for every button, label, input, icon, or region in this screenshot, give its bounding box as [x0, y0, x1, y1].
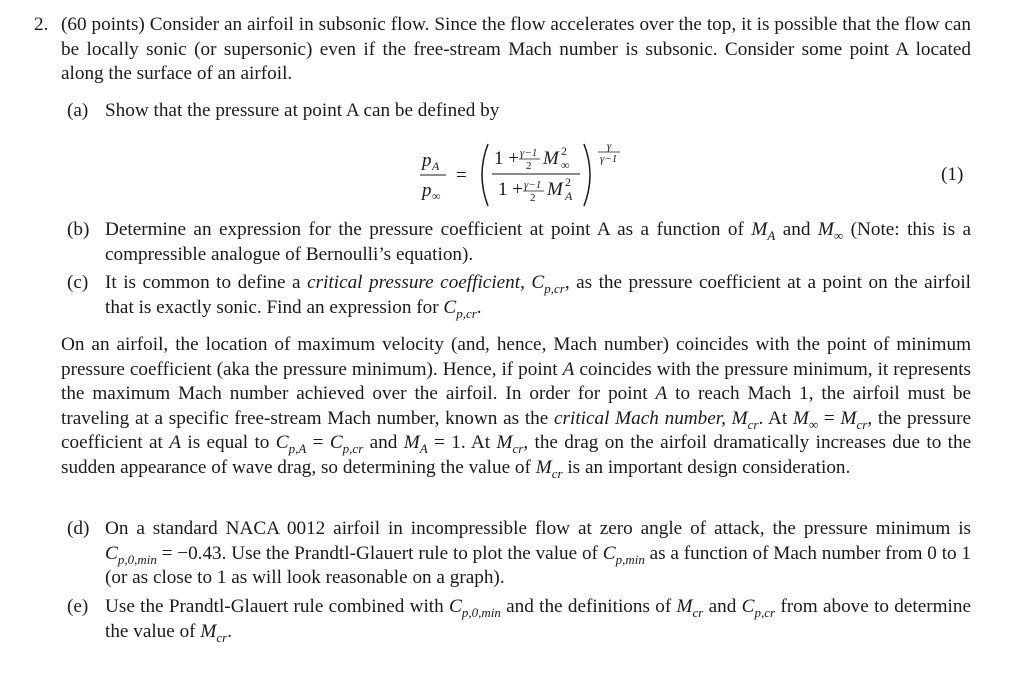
part-b-label: (b) — [67, 219, 90, 240]
para-Cpcr: C — [329, 432, 343, 453]
part-e-Cpcr-sub: p,cr — [754, 604, 776, 620]
para-Mcr3: M — [496, 432, 513, 453]
part-b-Minf-sub: ∞ — [833, 227, 844, 243]
para-Mcr4-sub: cr — [551, 465, 563, 481]
problem-intro — [61, 13, 971, 87]
para-Mcr1: M — [731, 407, 748, 429]
part-e-t1: Use the Prandtl-Glauert rule combined with — [105, 596, 444, 617]
part-e-Cp: C — [449, 596, 462, 617]
para-italic: critical Mach number, — [554, 407, 726, 429]
para-CpA: C — [275, 432, 289, 453]
left-paren — [482, 144, 488, 206]
para-eq2: = 1. At — [434, 432, 491, 453]
para-t1: On an airfoil, the location of maximum velocity (and, hence, Mach number) coincides with the point of minimum pressure coefficient (aka the pressure minimum). Hence, if point — [61, 334, 971, 380]
part-d-t3: as a function of Mach number from 0 to 1 (or as close to 1 as will look reasonable on a graph). — [105, 542, 972, 588]
para-Mcr2: M — [840, 407, 857, 429]
para-t2: coincides with the pressure minimum, it represents the maximum Mach number achieved over the airfoil. In order for point — [61, 358, 971, 404]
equals-sign: = — [456, 165, 467, 186]
part-c-italic: critical pressure coefficient, — [307, 272, 525, 293]
equation-number: (1) — [941, 164, 964, 185]
part-b-MA: M — [751, 219, 768, 240]
part-e-label: (e) — [67, 596, 89, 617]
part-d — [61, 517, 971, 591]
para-Minf-sub: ∞ — [808, 416, 819, 432]
explanation-paragraph — [61, 333, 971, 480]
num-M: M — [543, 148, 559, 169]
para-Mcr3-sub: cr — [512, 440, 524, 456]
para-t7: and — [369, 432, 398, 453]
part-d-value: = −0.43. — [161, 542, 227, 564]
para-A2: A — [655, 383, 668, 404]
part-b-line1: Determine an expression for the pressure coefficient at point A as a function of — [105, 219, 744, 240]
part-b-MA-sub: A — [767, 227, 776, 243]
part-e-t2: and the definitions of — [506, 596, 672, 617]
part-d-Cpmin-sub: p,min — [615, 551, 645, 567]
part-c-Cp2-sub: p,cr — [456, 305, 477, 321]
num-M-sub: ∞ — [561, 158, 570, 172]
part-c-t1: It is common to define a — [105, 272, 301, 293]
part-c-Cp-sub: p,cr — [544, 280, 565, 296]
num-M-sup: 2 — [561, 144, 567, 158]
den-M-sub: A — [565, 189, 573, 203]
den-M-sup: 2 — [565, 175, 571, 189]
para-MA-sub: A — [419, 440, 428, 456]
para-Minf: M — [792, 407, 809, 429]
para-A3: A — [169, 432, 181, 453]
para-Cpcr-sub: p,cr — [342, 440, 364, 456]
para-MA: M — [403, 432, 420, 453]
para-A1: A — [562, 358, 575, 380]
part-b-line2: (Note: this is a compressible analogue of Bernoulli’s equation). — [105, 219, 972, 265]
part-e — [61, 595, 971, 644]
para-t8: , the drag on the airfoil dramatically increases due to the sudden appearance of wave drag, so determining the value of — [61, 432, 972, 478]
lhs-numerator: p — [422, 150, 432, 171]
part-b-and: and — [782, 219, 811, 240]
para-eq-sign: = — [312, 432, 324, 453]
part-a-label: (a) — [67, 100, 89, 121]
part-e-Mcr2-sub: cr — [216, 629, 228, 645]
para-Mcr4: M — [535, 456, 552, 478]
part-d-label: (d) — [67, 518, 90, 539]
part-b — [61, 218, 971, 267]
para-t9: is an important design consideration. — [567, 456, 851, 478]
para-t6: is equal to — [187, 432, 270, 453]
para-CpA-sub: p,A — [288, 440, 307, 456]
part-c-Cp: C — [531, 272, 545, 293]
lhs-numerator-sub: A — [432, 159, 440, 173]
exponent-num: γ — [607, 140, 612, 152]
part-c-t3: . — [476, 296, 482, 318]
exponent-den: γ−1 — [600, 153, 618, 165]
right-paren — [584, 144, 590, 206]
part-d-t1: On a standard NACA 0012 airfoil in incompressible flow at zero angle of attack, the pressure minimum is — [105, 518, 971, 539]
para-Mcr2-sub: cr — [856, 416, 868, 432]
part-b-Minf: M — [817, 219, 834, 240]
part-e-t4: . — [227, 620, 232, 642]
part-d-t2: Use the Prandtl-Glauert rule to plot the value of — [231, 542, 598, 564]
den-gamma-frac-num: γ−1 — [524, 179, 542, 191]
part-d-Cp-sub: p,0,min — [117, 551, 157, 567]
rhs-numerator-one: 1 + — [494, 148, 519, 169]
part-c-Cp2: C — [443, 296, 457, 318]
para-t5: , the pressure coefficient at — [61, 407, 971, 453]
para-Mcr1-sub: cr — [747, 416, 759, 432]
part-e-t3: from above to determine the value of — [105, 596, 971, 642]
lhs-denominator-sub: ∞ — [432, 189, 441, 203]
part-c — [61, 271, 971, 320]
problem-number: 2. — [34, 14, 49, 35]
part-d-Cpmin: C — [602, 542, 616, 564]
den-M: M — [547, 179, 563, 200]
para-t3: to reach Mach 1, the airfoil must be traveling at a specific free-stream Mach number, known as the — [61, 383, 971, 429]
part-e-and: and — [708, 596, 737, 617]
part-e-Cpcr: C — [741, 596, 755, 617]
den-gamma-frac-den: 2 — [530, 192, 536, 204]
part-c-label: (c) — [67, 272, 89, 293]
para-eq1: = — [823, 407, 835, 429]
num-gamma-frac-num: γ−1 — [520, 147, 538, 159]
part-e-Mcr-sub: cr — [692, 604, 704, 620]
part-e-Mcr2: M — [200, 620, 217, 642]
rhs-denominator-one: 1 + — [498, 179, 523, 200]
part-a — [61, 99, 971, 124]
equation-1 — [420, 140, 700, 210]
num-gamma-frac-den: 2 — [526, 160, 532, 172]
part-c-t2: , as the pressure coefficient at a point on the airfoil that is exactly sonic. Find an expression for — [105, 272, 972, 318]
part-d-Cp: C — [105, 542, 118, 564]
part-a-text: Show that the pressure at point A can be defined by — [105, 100, 500, 121]
part-e-Cp-sub: p,0,min — [461, 604, 501, 620]
lhs-denominator: p — [422, 180, 432, 201]
intro-text: (60 points) Consider an airfoil in subsonic flow. Since the flow accelerates over the top, it is possible that the flow can be locally sonic (or supersonic) even if the free-stream Mach number is subsonic. Consider some point A located along the surface of an airfoil. — [61, 14, 971, 84]
para-t4: . At — [758, 407, 788, 429]
part-e-Mcr: M — [676, 596, 693, 617]
